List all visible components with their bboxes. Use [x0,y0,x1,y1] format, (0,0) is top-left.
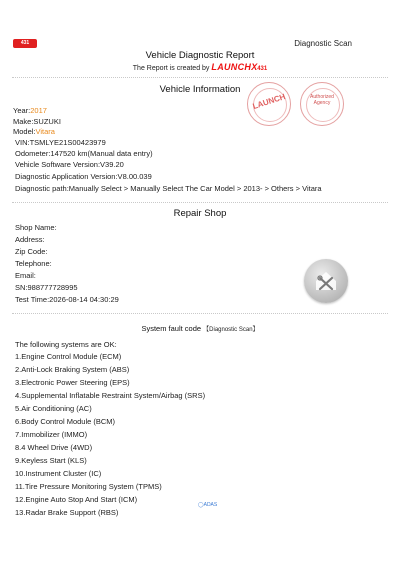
list-item: 3.Electronic Power Steering (EPS) [15,378,130,387]
vehicle-info-title: Vehicle Information [159,84,241,95]
email-field: Email: [15,271,36,280]
list-item: 11.Tire Pressure Monitoring System (TPMS) [15,482,162,491]
list-item: 9.Keyless Start (KLS) [15,456,87,465]
telephone-field: Telephone: [15,259,52,268]
address-field: Address: [15,235,45,244]
year-field: Year:2017 [13,106,47,115]
authorized-agency-stamp [300,82,344,126]
odometer-field: Odometer:147520 km(Manual data entry) [15,149,153,158]
divider [12,313,388,314]
list-item: 2.Anti-Lock Braking System (ABS) [15,365,130,374]
document-type: Diagnostic Scan [294,39,352,48]
list-item: 13.Radar Brake Support (RBS) [15,508,119,517]
fault-code-subtitle: 【Diagnostic Scan】 [203,327,259,333]
launch-logo-x: X [251,62,258,72]
divider [12,77,388,78]
software-version-field: Vehicle Software Version:V39.20 [15,160,124,169]
model-field: Model:Vitara [13,127,55,136]
zip-code-field: Zip Code: [15,247,48,256]
fault-code-title: System fault code 【Diagnostic Scan】 [141,324,259,333]
app-version-field: Diagnostic Application Version:V8.00.039 [15,172,152,181]
make-field: Make:SUZUKI [13,117,61,126]
test-time-field: Test Time:2026-08-14 04:30:29 [15,295,119,304]
launch-seal-stamp [247,82,291,126]
vin-field: VIN:TSMLYE21S00423979 [15,138,106,147]
launch-logo: LAUNCH [211,62,252,72]
list-item: 10.Instrument Cluster (IC) [15,469,102,478]
seal-text: LAUNCH [251,92,287,111]
serial-number-field: SN:988777728995 [15,283,78,292]
agency-text: Authorized Agency [310,94,334,106]
list-item: 4.Supplemental Inflatable Restraint System/Airbag (SRS) [15,391,206,400]
adas-tag: ◯ADAS [198,502,218,508]
report-title: Vehicle Diagnostic Report [145,50,255,61]
list-item: 7.Immobilizer (IMMO) [15,430,88,439]
list-item: 5.Air Conditioning (AC) [15,404,92,413]
diagnostic-path-field: Diagnostic path:Manually Select > Manually Select The Car Model > 2013- > Others > Vitara [15,184,322,193]
launch-431-badge: 431 [13,39,37,48]
shop-name-field: Shop Name: [15,223,57,232]
created-by-text: The Report is created by [132,65,210,72]
divider [12,202,388,203]
list-item: 1.Engine Control Module (ECM) [15,352,122,361]
list-item: 6.Body Control Module (BCM) [15,417,116,426]
repair-shop-title: Repair Shop [173,208,227,219]
wrench-screwdriver-icon [304,259,348,303]
created-by-line [0,62,400,72]
list-item: 8.4 Wheel Drive (4WD) [15,443,93,452]
launch-logo-model: 431 [257,66,268,72]
list-item: 12.Engine Auto Stop And Start (ICM) [15,495,138,504]
systems-ok-intro: The following systems are OK: [15,340,117,349]
